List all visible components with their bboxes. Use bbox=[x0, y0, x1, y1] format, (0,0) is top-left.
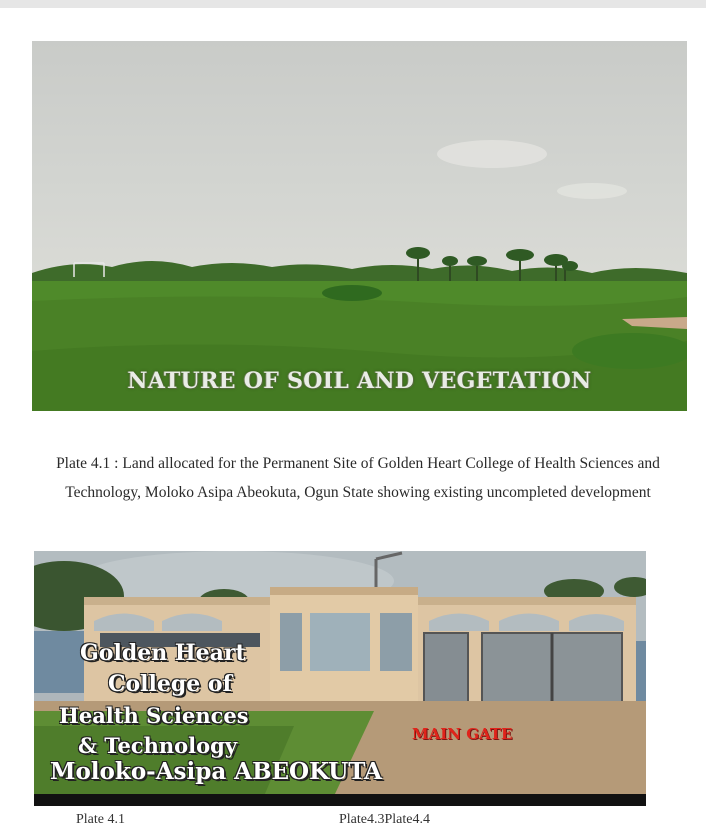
college-location-line: Moloko-Asipa ABEOKUTA bbox=[50, 758, 383, 785]
photo-overlay-title: NATURE OF SOIL AND VEGETATION bbox=[127, 368, 592, 394]
top-border bbox=[0, 0, 706, 8]
college-name-line2: College of bbox=[108, 671, 233, 697]
plate-label-right: Plate4.3Plate4.4 bbox=[339, 812, 430, 827]
college-name-line4: & Technology bbox=[78, 733, 238, 758]
plate-label-left: Plate 4.1 bbox=[76, 812, 125, 827]
main-gate-label: MAIN GATE bbox=[412, 725, 513, 743]
main-gate-photo bbox=[34, 551, 646, 806]
college-name-line3: Health Sciences bbox=[59, 703, 249, 728]
plate-caption: Plate 4.1 : Land allocated for the Permanent Site of Golden Heart College of Health Sciences and Technology, Moloko Asipa Abeokuta, Ogun State showing existing uncompleted development bbox=[56, 455, 660, 501]
college-name-line1: Golden Heart bbox=[80, 640, 246, 666]
land-vegetation-photo bbox=[32, 41, 687, 411]
